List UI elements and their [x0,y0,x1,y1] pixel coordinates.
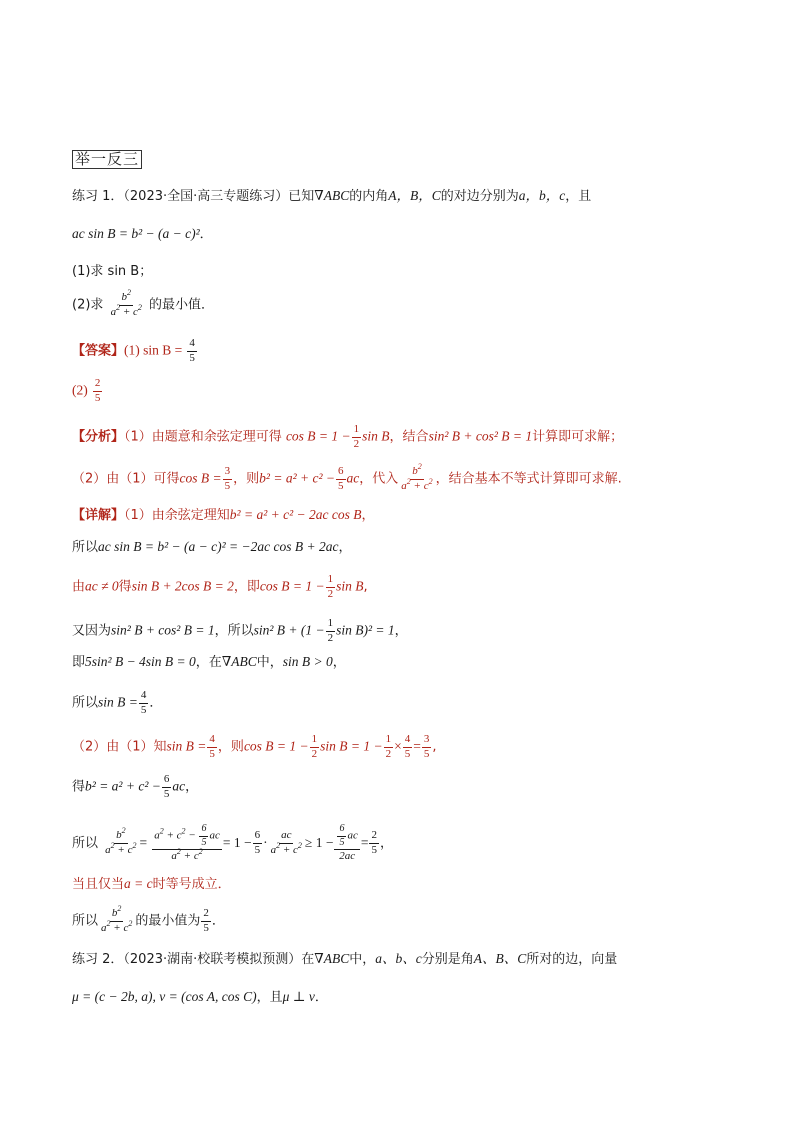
analysis-line-1: 【分析】（1）由题意和余弦定理可得 cos B = 1 − $\frac{1}{2}$ sin B，结合sin² B + cos² B = 1计算即可求解； [72,423,624,450]
exercise-1-statement: 练习 1．（2023·全国·高三专题练习）已知∇ABC的内角A，B，C的对边分别为a，b，c，且 [72,188,592,204]
answer-line-2: (2) $\frac{2}{5}$ [72,377,101,404]
section-title: 举一反三 [72,150,142,169]
analysis-line-2: （2）由（1）可得cos B = $\frac{3}{5}$ ，则b² = a² + c² − $\frac{6}{5}$ ac，代入 $\frac{b^2}{a^2 + c^2}$ ，结合基本不等式计算即可求解. [72,462,622,492]
detail-line-9: 所以 $\frac{b^2}{a^2 + c^2}$ = $a^2 + c^2$ − $\frac{6}{5}$ ac $a^2 + c^2$ = 1 − $\frac{6}{5}$ · $\frac{ac}{a^2 + c^2}$ ≥ 1 − $\frac{6}{5}$ ac 2ac = $\frac{2}{5}$ ， [72,823,393,862]
exercise-2-statement: 练习 2．（2023·湖南·校联考模拟预测）在∇ABC中，a、b、c分别是角A、B、C所对的边，向量 [72,951,618,967]
detail-line-7: （2）由（1）知sin B = $\frac{4}{5}$ ，则cos B = 1 − $\frac{1}{2}$ sin B = 1 − $\frac{1}{2}$ × $\frac{4}{5}$ = $\frac{3}{5}$ , [72,733,437,760]
detail-line-4: 又因为sin² B + cos² B = 1，所以sin² B + (1 − $\frac{1}{2}$ sin B)² = 1， [72,617,408,644]
detail-line-11: 所以 $\frac{b^2}{a^2 + c^2}$ 的最小值为 $\frac{2}{5}$ ． [72,904,225,934]
detail-line-10: 当且仅当a = c时等号成立． [72,876,231,892]
answer-line-1: 【答案】(1) sin B = $\frac{4}{5}$ [72,337,195,364]
detail-line-6: 所以sin B = $\frac{4}{5}$ ． [72,689,163,716]
detail-line-2: 所以ac sin B = b² − (a − c)² = −2ac cos B + 2ac， [72,539,352,555]
detail-line-5: 即5sin² B − 4sin B = 0，在∇ABC中，sin B > 0， [72,654,346,670]
exercise-2-vectors: μ = (c − 2b, a), ν = (cos A, cos C)，且μ ⊥ ν． [72,989,328,1005]
detail-line-8: 得b² = a² + c² − $\frac{6}{5}$ ac， [72,773,199,800]
detail-line-1: 【详解】（1）由余弦定理知b² = a² + c² − 2ac cos B， [72,507,375,523]
exercise-1-question-1: (1)求 sin B； [72,264,153,279]
detail-line-3: 由ac ≠ 0得sin B + 2cos B = 2，即cos B = 1 − $\frac{1}{2}$ sin B, [72,573,368,600]
exercise-1-condition: ac sin B = b² − (a − c)²． [72,226,213,242]
exercise-1-question-2: (2)求 $\frac{b^2}{a^2 + c^2}$ 的最小值． [72,288,215,318]
